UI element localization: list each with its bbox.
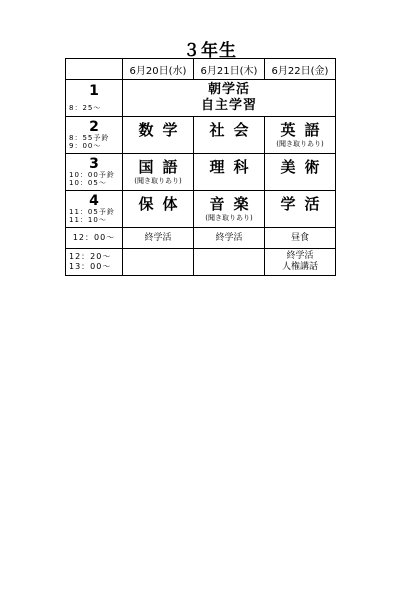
subject-label: 社会 — [209, 121, 258, 139]
period-time: 10：00予鈴 — [69, 171, 115, 179]
subject-label: 美術 — [280, 158, 329, 176]
time-cell: 12：00～ — [66, 228, 123, 249]
afternoon-row — [66, 249, 336, 276]
subject-note: (聞き取りあり) — [205, 214, 253, 222]
lunch-row — [66, 228, 336, 249]
activity-line: 人権講話 — [281, 262, 318, 272]
day-header: 6月22日(金) — [265, 59, 336, 80]
subject-cell — [194, 191, 265, 228]
subject-note: (聞き取りあり) — [134, 177, 182, 185]
page-title: ３年生 — [183, 41, 237, 61]
subject-note — [265, 213, 335, 223]
period-cell — [66, 154, 123, 191]
day-header: 6月21日(木) — [194, 59, 265, 80]
subject-cell — [265, 117, 336, 154]
period-number: 3 — [89, 156, 99, 172]
period-time: 8：25～ — [69, 104, 102, 112]
subject-note: (聞き取りあり) — [276, 140, 324, 148]
period-number: 1 — [89, 83, 99, 99]
subject-cell — [194, 117, 265, 154]
activity-cell: 終学活 — [194, 228, 265, 249]
merged-cell — [123, 80, 336, 117]
subject-label: 数学 — [138, 121, 187, 139]
activity-cell — [265, 249, 336, 276]
subject-label: 音楽 — [209, 195, 258, 213]
period-cell — [66, 117, 123, 154]
subject-label: 学活 — [280, 195, 329, 213]
merged-line: 朝学活 — [207, 82, 250, 97]
activity-line: 終学活 — [286, 251, 314, 261]
day-header: 6月20日(水) — [123, 59, 194, 80]
period-time: 11：05予鈴 — [69, 208, 115, 216]
activity-cell — [194, 249, 265, 276]
subject-note — [194, 139, 264, 149]
activity-cell: 昼食 — [265, 228, 336, 249]
period-row-3 — [66, 154, 336, 191]
period-cell — [66, 191, 123, 228]
subject-label: 英語 — [280, 121, 329, 139]
header-row — [66, 59, 336, 80]
subject-note — [123, 213, 193, 223]
subject-label: 保体 — [138, 195, 187, 213]
period-time: 8：55予鈴 — [69, 134, 110, 142]
subject-cell — [265, 154, 336, 191]
period-time: 10：05～ — [69, 179, 107, 187]
period-time: 9：00～ — [69, 142, 102, 150]
subject-note — [194, 176, 264, 186]
period-row-1 — [66, 80, 336, 117]
subject-cell — [194, 154, 265, 191]
subject-cell — [123, 191, 194, 228]
subject-note — [265, 176, 335, 186]
activity-cell — [123, 249, 194, 276]
subject-cell — [123, 154, 194, 191]
merged-line: 自主学習 — [200, 98, 257, 113]
corner-cell — [66, 59, 123, 80]
time-line: 13：00～ — [69, 262, 112, 271]
subject-note — [123, 139, 193, 149]
subject-cell — [265, 191, 336, 228]
activity-cell: 終学活 — [123, 228, 194, 249]
time-cell — [66, 249, 123, 276]
period-row-4 — [66, 191, 336, 228]
period-row-2 — [66, 117, 336, 154]
subject-label: 国語 — [138, 158, 187, 176]
schedule-table — [65, 58, 336, 276]
time-line: 12：20～ — [69, 252, 112, 261]
period-time: 11：10～ — [69, 216, 107, 224]
period-number: 2 — [89, 119, 99, 135]
subject-label: 理科 — [209, 158, 258, 176]
period-number: 4 — [89, 193, 99, 209]
subject-cell — [123, 117, 194, 154]
period-cell — [66, 80, 123, 117]
